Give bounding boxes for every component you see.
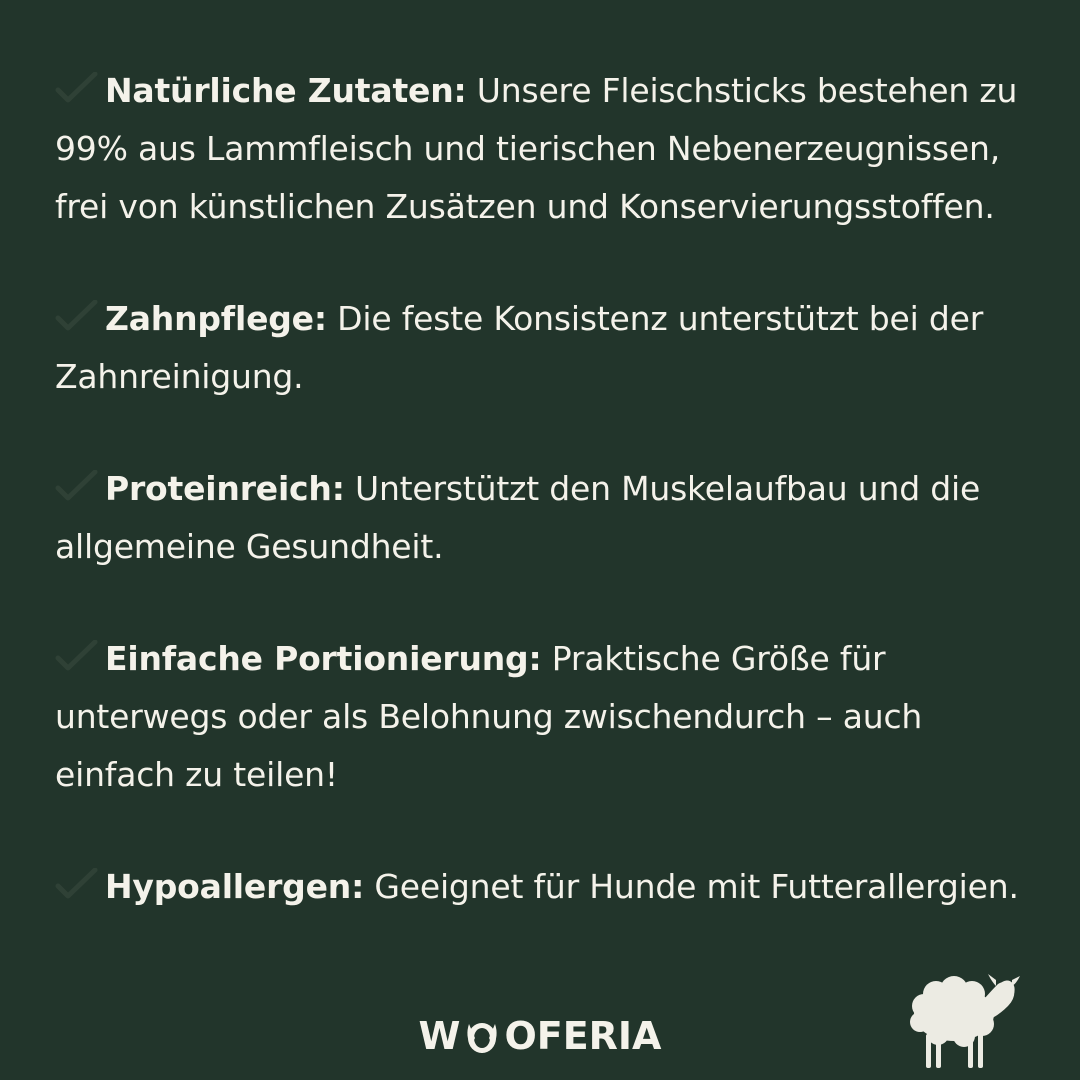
feature-item-natural-ingredients <box>55 62 1045 236</box>
feature-title: Zahnpflege: <box>105 299 327 338</box>
feature-text: Praktische Größe für unterwegs oder als Belohnung zwischendurch – auch einfach zu teilen! <box>55 639 923 794</box>
logo-suffix: OFERIA <box>504 1014 662 1058</box>
checkmark-icon <box>55 72 99 104</box>
feature-item-protein-rich <box>55 460 1045 576</box>
feature-item-hypoallergenic <box>55 858 1045 916</box>
feature-title: Hypoallergen: <box>105 867 365 906</box>
checkmark-icon <box>55 868 99 900</box>
feature-text: Unsere Fleischsticks bestehen zu 99% aus Lammfleisch und tierischen Nebenerzeugnissen, frei von künstlichen Zusätzen und Konservierungsstoffen. <box>55 71 1018 226</box>
sheep-icon <box>908 966 1020 1070</box>
feature-title: Einfache Portionierung: <box>105 639 542 678</box>
dog-head-icon <box>461 1016 503 1056</box>
feature-text: Geeignet für Hunde mit Futterallergien. <box>364 867 1019 906</box>
feature-text: Die feste Konsistenz unterstützt bei der Zahnreinigung. <box>55 299 984 396</box>
feature-text: Unterstützt den Muskelaufbau und die allgemeine Gesundheit. <box>55 469 981 566</box>
logo-prefix: W <box>418 1014 461 1058</box>
feature-title: Natürliche Zutaten: <box>105 71 467 110</box>
checkmark-icon <box>55 470 99 502</box>
feature-list <box>55 62 1045 970</box>
checkmark-icon <box>55 640 99 672</box>
feature-item-dental-care <box>55 290 1045 406</box>
checkmark-icon <box>55 300 99 332</box>
feature-title: Proteinreich: <box>105 469 345 508</box>
feature-item-portioning <box>55 630 1045 804</box>
